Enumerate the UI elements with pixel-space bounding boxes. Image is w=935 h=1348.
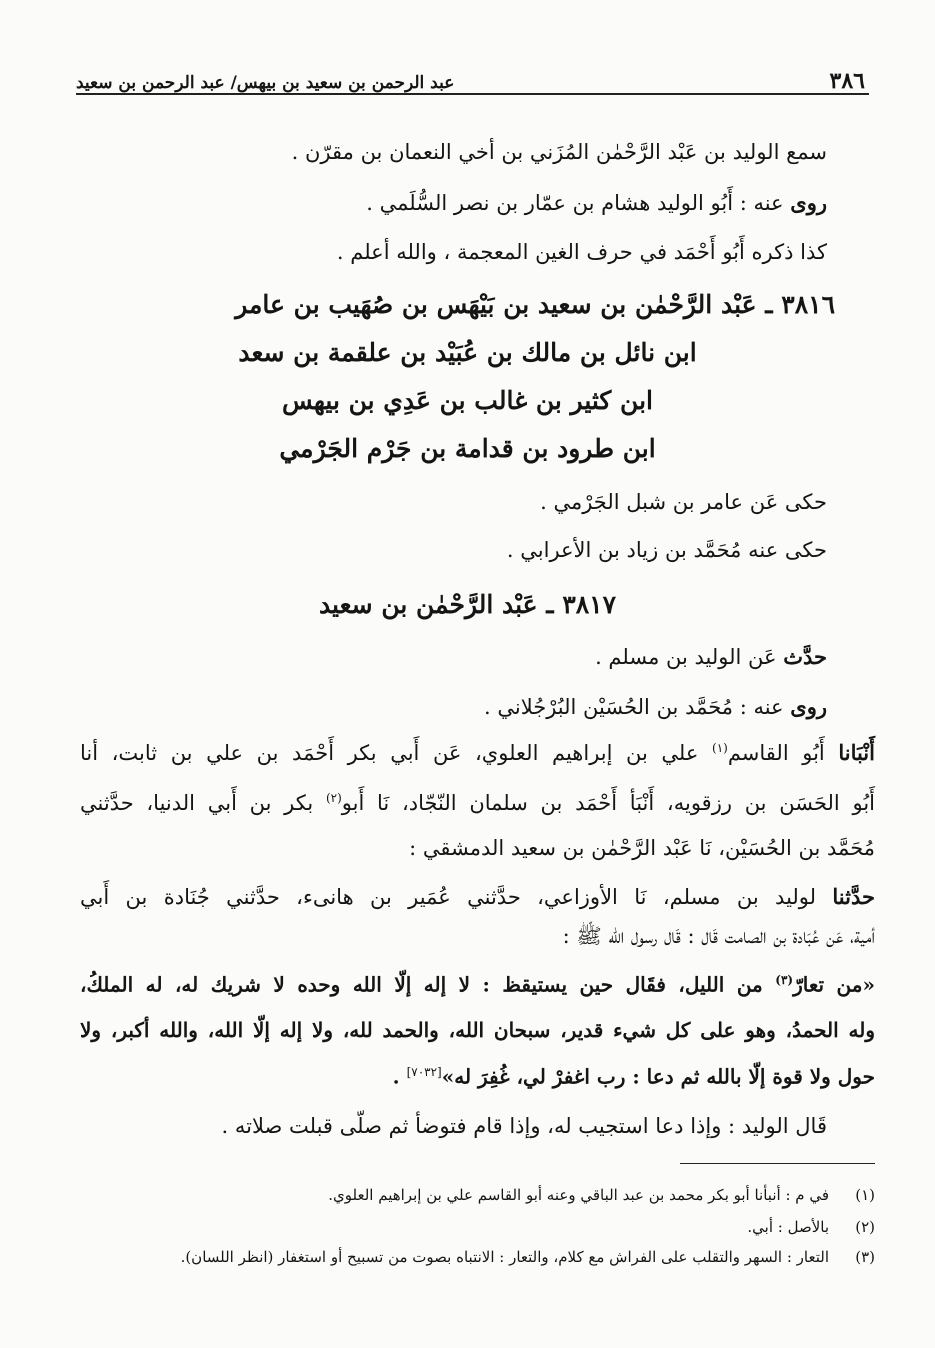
page-number: ٣٨٦ <box>829 68 865 94</box>
page-header <box>76 60 865 92</box>
text-line: قَال الوليد : وإذا دعا استجيب له، وإذا قام فتوضأ ثم صلّى قبلت صلاته . <box>221 1114 827 1138</box>
text-line <box>80 646 827 668</box>
footnote <box>80 1220 875 1235</box>
entry-title-3817: ٣٨١٧ ـ عَبْد الرَّحْمٰن بن سعيد <box>318 590 617 619</box>
entry-title-3816-line3: ابن كثير بن غالب بن عَدِي بن بيهس <box>282 386 653 415</box>
footnote <box>80 1188 875 1203</box>
line-text: عنه : أَبُو الوليد هشام بن عمّار بن نصر السُّلَمي . <box>366 191 791 215</box>
line-text: من الليل، فقَال حين يستيقظ : لا إله إلّا الله وحده لا شريك له، له الملكُ، <box>80 972 776 997</box>
text-line: سمع الوليد بن عَبْد الرَّحْمٰن المُزَني بن أخي النعمان بن مقرّن . <box>291 140 827 164</box>
footnote-text: في م : أنبأنا أبو بكر محمد بن عبد الباقي وعنه أبو القاسم علي بن إبراهيم العلوي. <box>328 1186 829 1204</box>
lead-word: حدَّثنا <box>832 884 875 909</box>
line-text: علي بن إبراهيم العلوي، عَن أَبي بكر أَحْمَد بن علي بن ثابت، أنا <box>80 741 712 765</box>
text-line: أمية، عَن عُبَادة بن الصامت قَال : قَال رسول الله ﷺ : <box>562 924 875 948</box>
footnote <box>80 1250 875 1265</box>
line-text: . <box>392 1064 407 1089</box>
lead-word: حدَّث <box>783 644 827 669</box>
line-text: بكر بن أَبي الدنيا، حدَّثني <box>80 791 326 815</box>
footnote-ref[interactable]: (٣) <box>775 973 794 987</box>
text-line <box>80 742 875 764</box>
footnote-number: (١) <box>855 1186 875 1204</box>
hadith-text <box>80 974 875 995</box>
entry-title-3816-line2: ابن نائل بن مالك بن عُبَيْد بن علقمة بن سعد <box>238 338 697 367</box>
footnote-text: بالأصل : أبي. <box>747 1218 829 1236</box>
line-text: أَبُو القاسم <box>727 741 839 765</box>
line-text: أَبُو الحَسَن بن رزقويه، أَنْبَأ أَحْمَد بن سلمان النّجّاد، نَا أَبو <box>341 791 875 815</box>
footnote-ref[interactable]: (١) <box>712 741 728 755</box>
lead-word: أَنْبَانا <box>838 740 875 765</box>
text-line: مُحَمَّد بن الحُسَيْن، نَا عَبْد الرَّحْمٰن بن سعيد الدمشقي : <box>409 836 875 860</box>
text-line <box>80 192 827 214</box>
line-text: حول ولا قوة إلّا بالله ثم دعا : رب اغفرْ لي، غُفِرَ له» <box>441 1064 875 1089</box>
entry-title-3816-line4: ابن طرود بن قدامة بن جَرْم الجَرْمي <box>279 434 656 463</box>
text-line <box>80 696 827 718</box>
line-text: عنه : مُحَمَّد بن الحُسَيْن البُرْجُلاني . <box>484 695 791 719</box>
footnote-rule <box>680 1163 875 1164</box>
footnote-number: (٣) <box>855 1248 875 1266</box>
hadith-text: وله الحمدُ، وهو على كل شيء قدير، سبحان الله، والحمد لله، ولا إله إلّا الله، والله أكبر، ولا <box>80 1018 875 1042</box>
header-rule <box>76 93 869 95</box>
hadith-number: [٧٠٣٢] <box>406 1065 442 1079</box>
lead-word: روى <box>790 694 827 719</box>
running-head: عبد الرحمن بن سعيد بن بيهس/ عبد الرحمن بن سعيد <box>76 73 455 93</box>
footnote-text: التعار : السهر والتقلب على الفراش مع كلام، والتعار : الانتباه بصوت من تسبيح أو استغفار (انظر اللسان). <box>180 1248 829 1266</box>
line-text: عَن الوليد بن مسلم . <box>595 645 784 669</box>
text-line <box>80 886 875 908</box>
text-line: حكى عَن عامر بن شبل الجَرْمي . <box>540 490 827 514</box>
text-line: حكى عنه مُحَمَّد بن زياد بن الأعرابي . <box>506 538 827 562</box>
entry-title-3816: ٣٨١٦ ـ عَبْد الرَّحْمٰن بن سعيد بن بَيْهَس بن صُهَيب بن عامر <box>235 290 835 319</box>
text-line <box>80 792 875 814</box>
lead-word: روى <box>790 190 827 215</box>
line-text: «من تعارّ <box>793 972 875 997</box>
footnote-ref[interactable]: (٢) <box>325 791 342 805</box>
hadith-text <box>80 1066 875 1087</box>
footnote-number: (٢) <box>855 1218 875 1236</box>
line-text: لوليد بن مسلم، نَا الأوزاعي، حدَّثني عُمَير بن هانىء، حدَّثني جُنَادة بن أَبي <box>80 885 833 909</box>
text-line: كذا ذكره أَبُو أَحْمَد في حرف الغين المعجمة ، والله أعلم . <box>336 240 827 264</box>
